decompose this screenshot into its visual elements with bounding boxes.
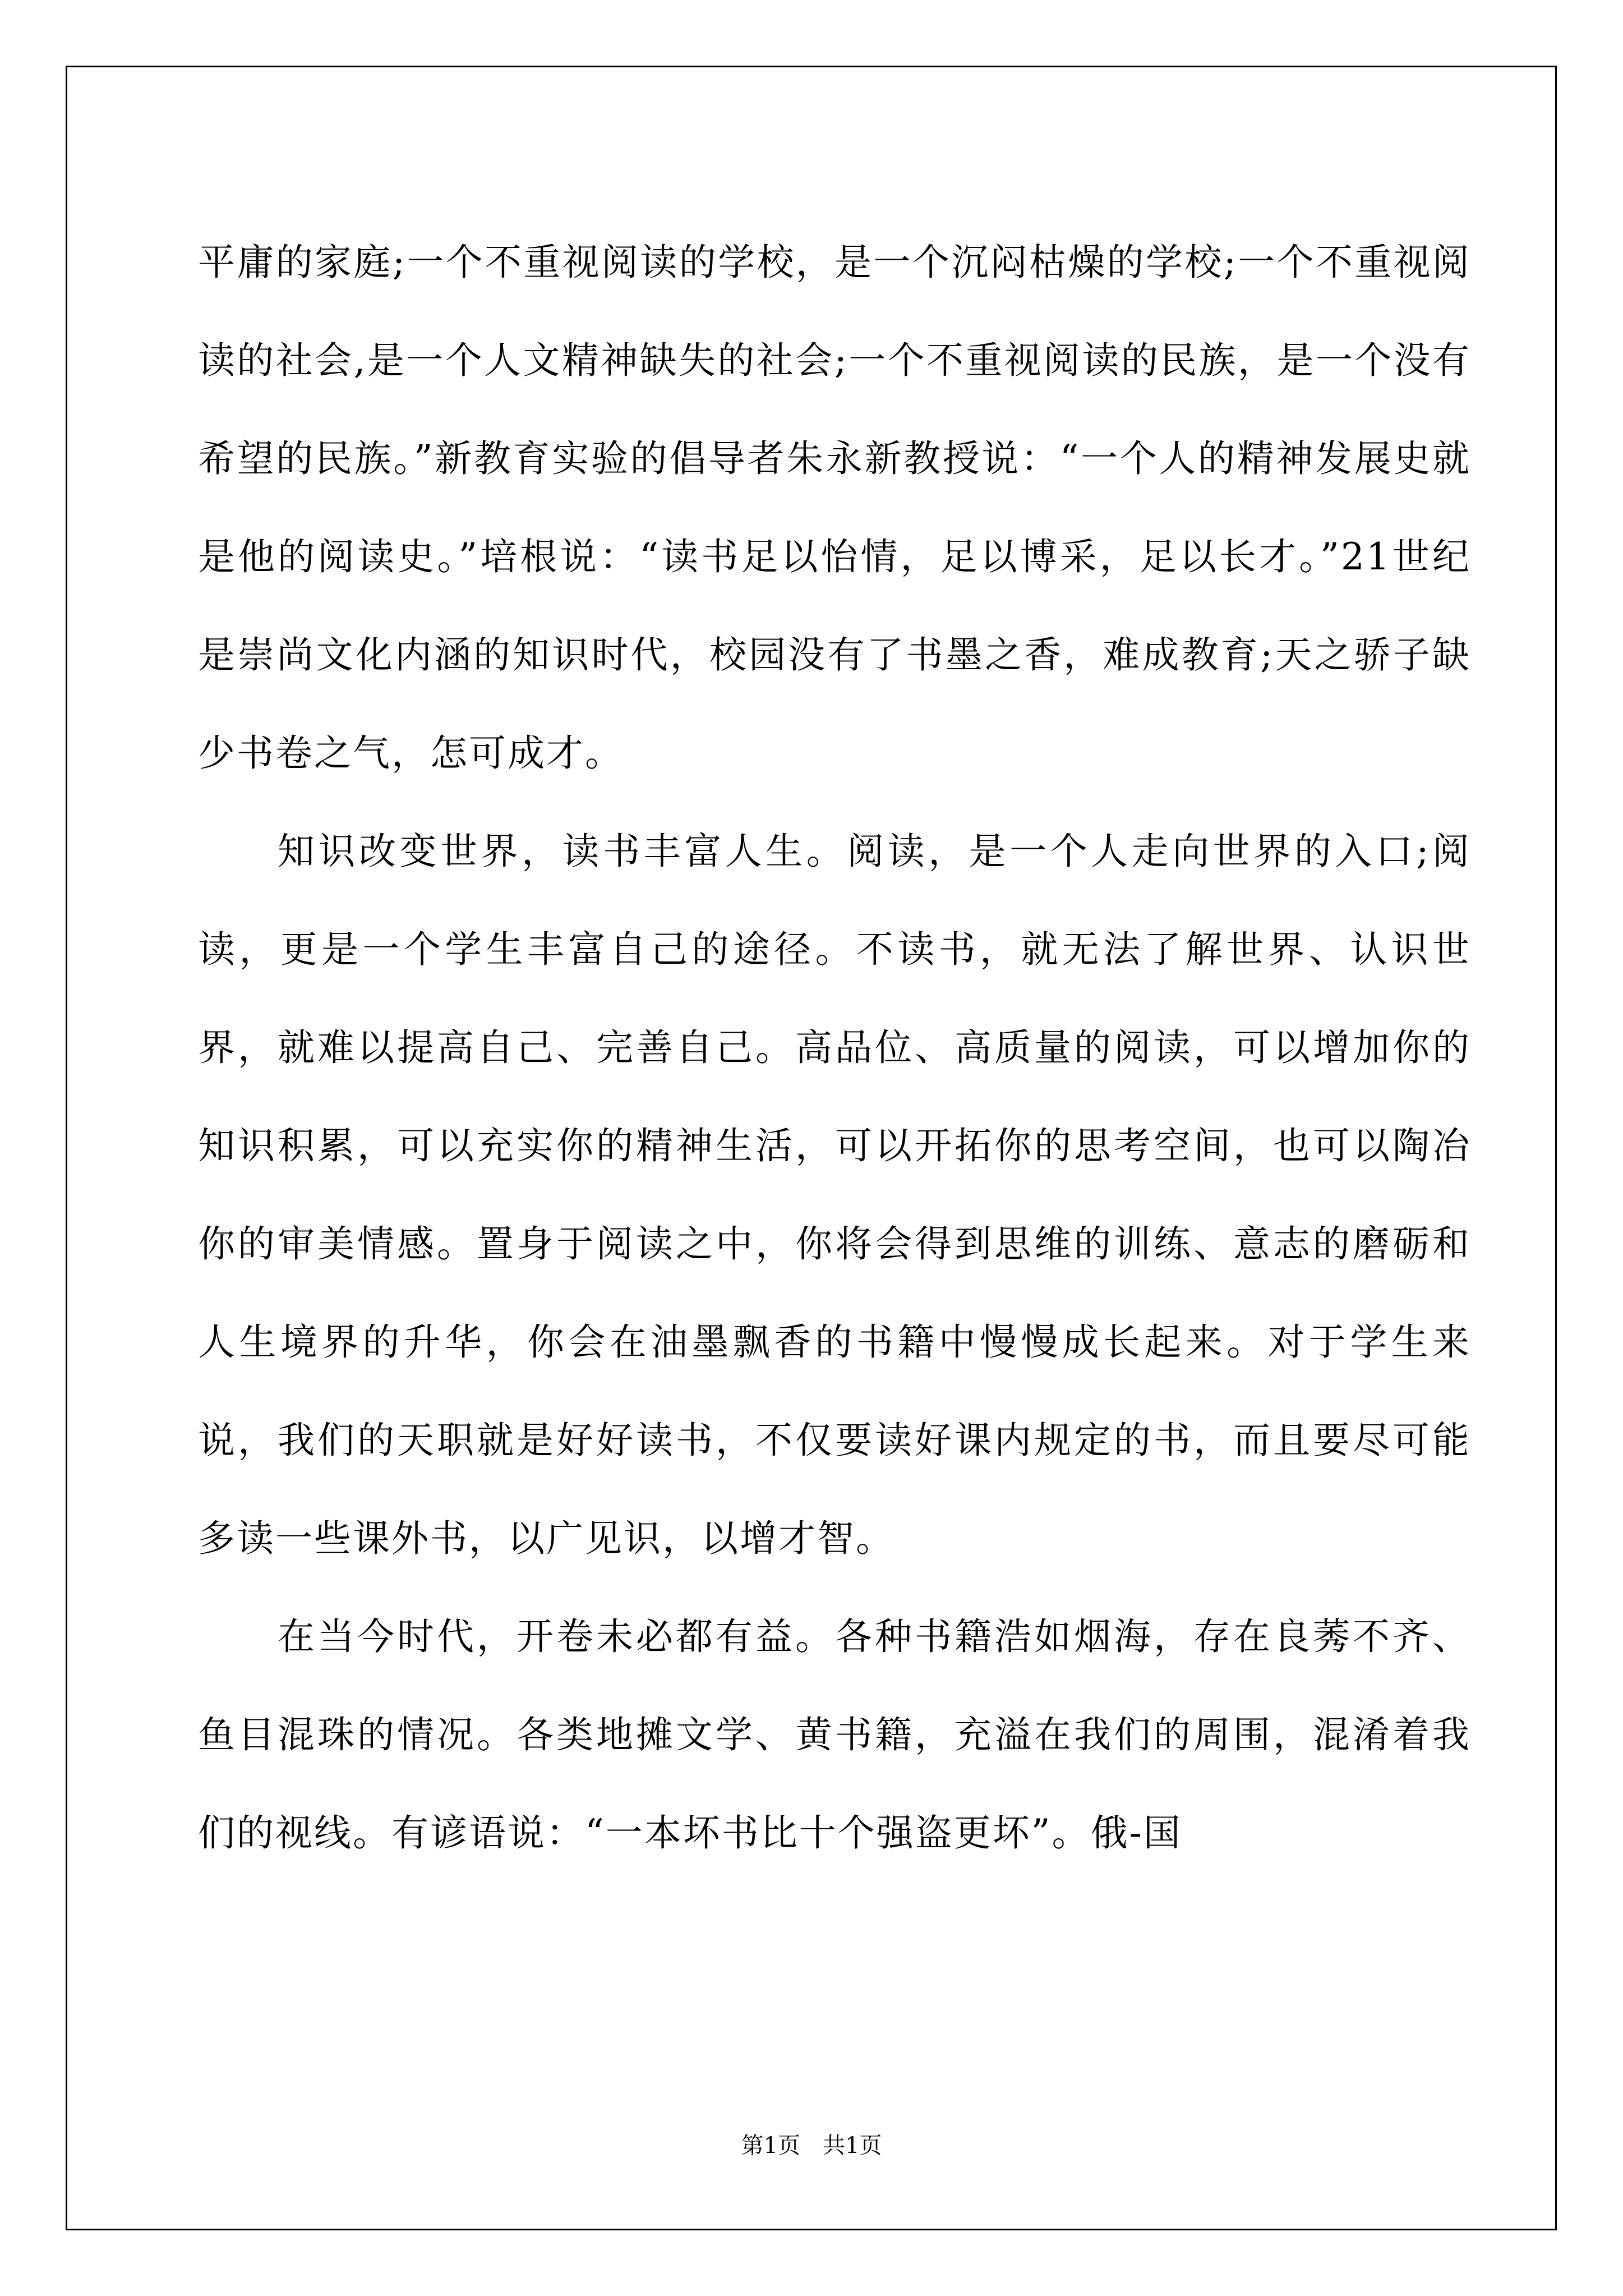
paragraph-3: 在当今时代，开卷未必都有益。各种书籍浩如烟海，存在良莠不齐、鱼目混珠的情况。各类地摊文学、黄书籍，充溢在我们的周围，混淆着我们的视线。有谚语说：“一本坏书比十个强盗更坏”。俄-国 xyxy=(198,1615,1471,1855)
paragraph-1: 平庸的家庭;一个不重视阅读的学校，是一个沉闷枯燥的学校;一个不重视阅读的社会,是一个人文精神缺失的社会;一个不重视阅读的民族，是一个没有希望的民族。”新教育实验的倡导者朱永新教授说：“一个人的精神发展史就是他的阅读史。”培根说：“读书足以怡情，足以博采，足以长才。”21世纪是崇尚文化内涵的知识时代，校园没有了书墨之香，难成教育;天之骄子缺少书卷之气，怎可成才。 xyxy=(198,241,1471,775)
page-footer: 第1页 共1页 xyxy=(741,2133,882,2159)
paragraph-2: 知识改变世界，读书丰富人生。阅读，是一个人走向世界的入口;阅读，更是一个学生丰富自己的途径。不读书，就无法了解世界、认识世界，就难以提高自己、完善自己。高品位、高质量的阅读，可以增加你的知识积累，可以充实你的精神生活，可以开拓你的思考空间，也可以陶冶你的审美情感。置身于阅读之中，你将会得到思维的训练、意志的磨砺和人生境界的升华，你会在油墨飘香的书籍中慢慢成长起来。对于学生来说，我们的天职就是好好读书，不仅要读好课内规定的书，而且要尽可能多读一些课外书，以广见识，以增才智。 xyxy=(198,830,1471,1560)
document-body xyxy=(198,213,1471,1882)
